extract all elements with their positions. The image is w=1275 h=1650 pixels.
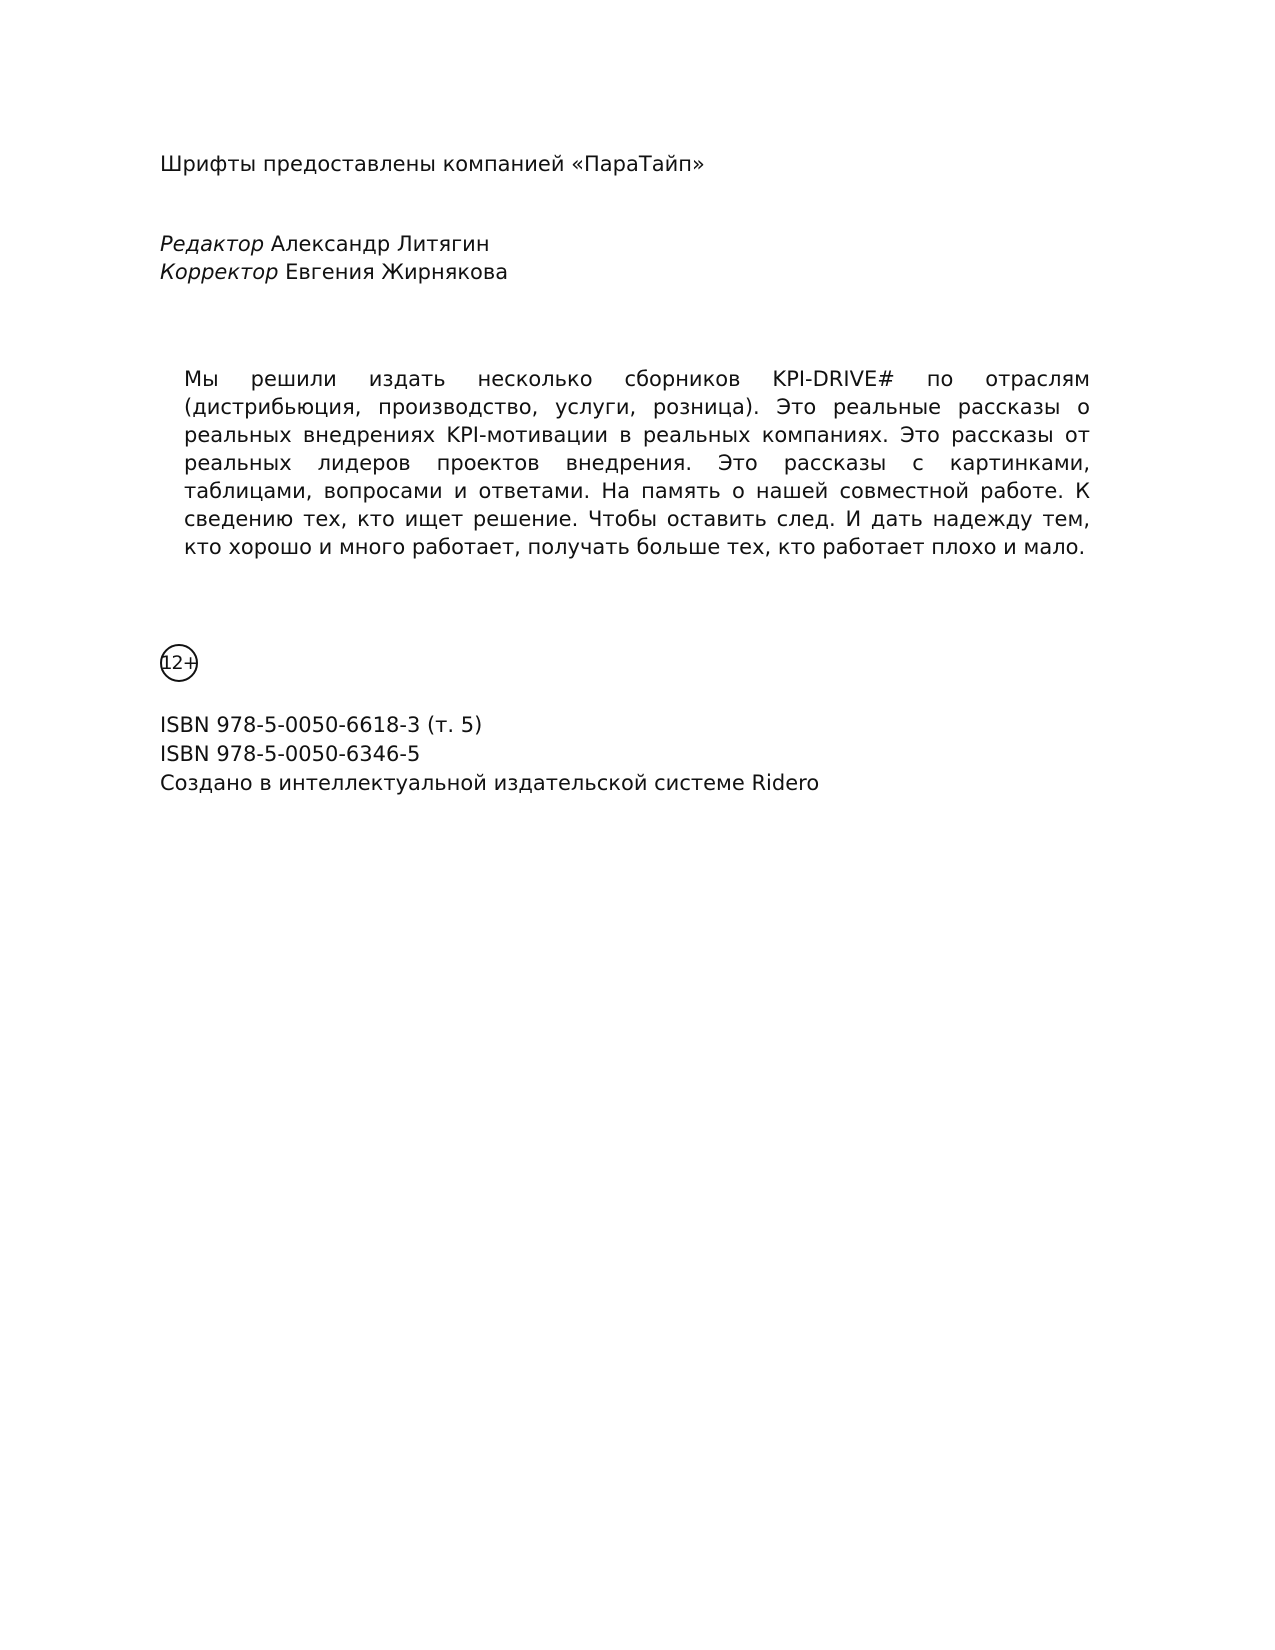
credit-editor: [160, 230, 508, 258]
credit-role: Корректор: [160, 260, 279, 284]
fonts-notice: Шрифты предоставлены компанией «ПараТайп»: [160, 152, 705, 176]
credit-name: Евгения Жирнякова: [285, 260, 509, 284]
credits-block: [160, 230, 508, 286]
credit-proofreader: [160, 258, 508, 286]
created-with-notice: Создано в интеллектуальной издательской системе Ridero: [160, 771, 820, 795]
credit-name: Александр Литягин: [270, 232, 490, 256]
book-description: Мы решили издать несколько сборников KPI-DRIVE# по отраслям (дистрибьюция, производство, услуги, розница). Это реальные рассказы о реальных внедрениях KPI-мотивации в реальных компаниях. Это рассказы от реальных лидеров проектов внедрения. Это рассказы с картинками, таблицами, вопросами и ответами. На память о нашей совместной работе. К сведению тех, кто ищет решение. Чтобы оставить след. И дать надежду тем, кто хорошо и много работает, получать больше тех, кто работает плохо и мало.: [184, 367, 1090, 559]
isbn-series: ISBN 978-5-0050-6346-5: [160, 742, 421, 766]
isbn-volume: ISBN 978-5-0050-6618-3 (т. 5): [160, 713, 483, 737]
publication-info: [160, 711, 819, 798]
age-rating-badge: 12+: [160, 644, 198, 682]
credit-role: Редактор: [160, 232, 265, 256]
